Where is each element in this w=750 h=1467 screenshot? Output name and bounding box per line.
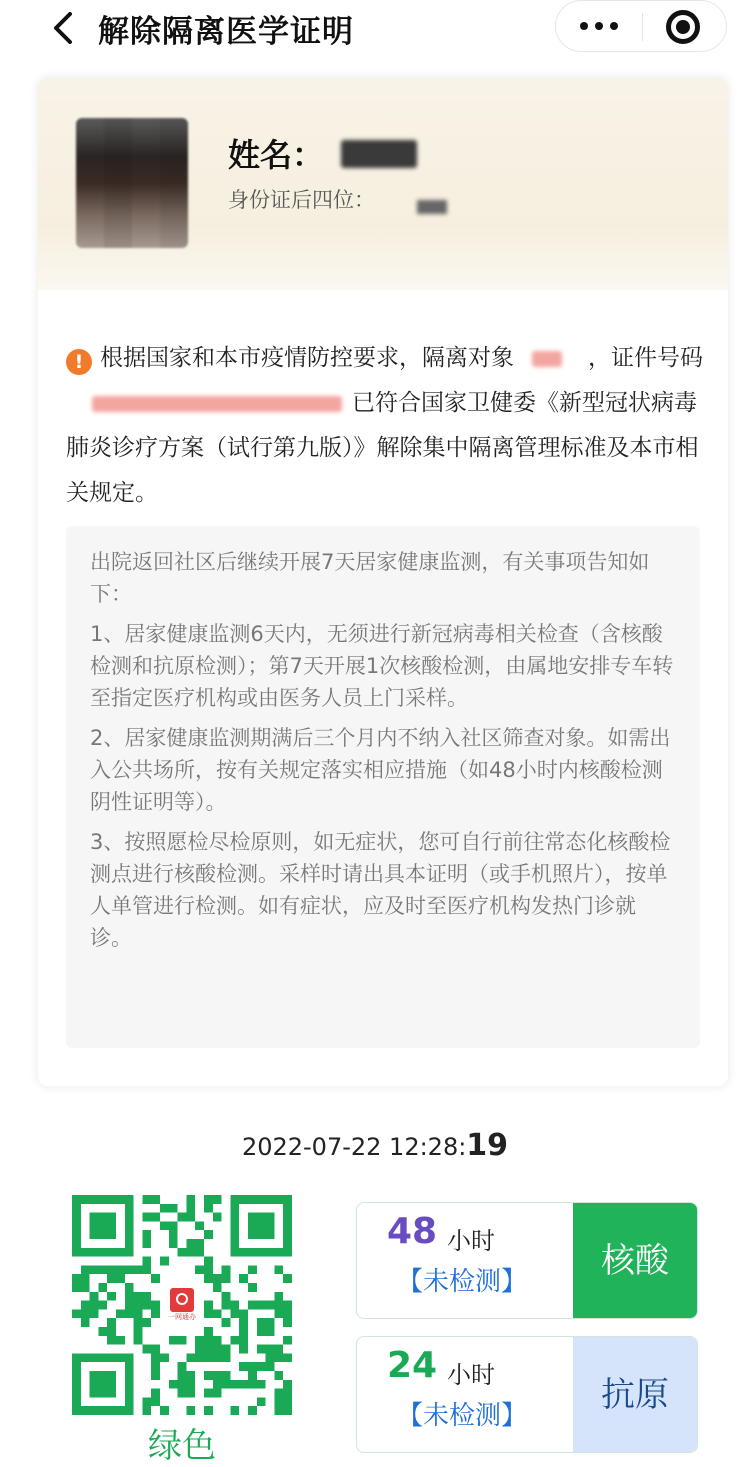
navigation-bar <box>0 0 750 72</box>
id-redacted <box>417 200 447 214</box>
miniprogram-capsule <box>555 0 727 52</box>
test-hours: 48 <box>387 1211 438 1252</box>
test-status: 【未检测】 <box>397 1401 528 1431</box>
notice-part2: ，证件号码 <box>588 345 703 371</box>
info-item-1: 1、居家健康监测6天内，无须进行新冠病毒相关检查（含核酸检测和抗原检测）；第7天开展1次核酸检测，由属地安排专车转至指定医疗机构或由医务人员上门采样。 <box>90 622 674 710</box>
test-hours-unit: 小时 <box>447 1227 495 1255</box>
antigen-test-card[interactable] <box>356 1336 698 1453</box>
qr-status-label: 绿色 <box>148 1426 216 1466</box>
close-icon-dot <box>676 20 690 34</box>
test-hours-unit: 小时 <box>447 1361 495 1389</box>
certificate-card <box>38 78 728 1086</box>
test-type-label: 核酸 <box>573 1203 697 1319</box>
profile-header <box>38 78 728 290</box>
timestamp-seconds: 19 <box>466 1128 509 1163</box>
notice-part1: 根据国家和本市疫情防控要求，隔离对象 <box>100 345 514 371</box>
id-last-four-label: 身份证后四位： <box>228 188 375 212</box>
timestamp-main: 2022-07-22 12:28: <box>241 1133 467 1161</box>
id-number-redacted <box>92 396 342 412</box>
notice-part3: 已符合国家卫健委《新型冠状病毒肺炎诊疗方案（试行第九版）》解除集中隔离管理标准及本市相关规定。 <box>66 390 699 506</box>
health-monitoring-info <box>66 526 700 1048</box>
nucleic-acid-test-card[interactable] <box>356 1202 698 1319</box>
info-intro: 出院返回社区后继续开展7天居家健康监测，有关事项告知如下： <box>90 550 650 606</box>
health-qr-code[interactable] <box>72 1195 292 1415</box>
test-hours: 24 <box>387 1345 438 1386</box>
test-status: 【未检测】 <box>397 1267 528 1297</box>
name-label: 姓名： <box>228 136 325 174</box>
qr-logo-text: 一网通办 <box>168 1313 196 1321</box>
more-dot <box>610 22 618 30</box>
shanghai-logo-icon <box>170 1288 194 1312</box>
notice-text <box>66 336 706 516</box>
qr-logo <box>166 1285 198 1323</box>
subject-redacted <box>532 351 562 367</box>
test-type-label: 抗原 <box>573 1337 697 1453</box>
more-dot <box>595 22 603 30</box>
live-timestamp <box>0 1128 750 1163</box>
avatar <box>76 118 188 248</box>
warning-icon: ! <box>66 349 92 375</box>
info-item-2: 2、居家健康监测期满后三个月内不纳入社区筛查对象。如需出入公共场所，按有关规定落实相应措施（如48小时内核酸检测阴性证明等）。 <box>90 726 671 814</box>
more-dots-icon <box>580 22 588 30</box>
name-redacted <box>341 140 417 168</box>
back-button[interactable] <box>44 8 84 48</box>
info-item-3: 3、按照愿检尽检原则，如无症状，您可自行前往常态化核酸检测点进行核酸检测。采样时请出具本证明（或手机照片），按单人单管进行检测。如有症状，应及时至医疗机构发热门诊就诊。 <box>90 830 671 950</box>
page-title: 解除隔离医学证明 <box>98 14 354 50</box>
chevron-left-icon <box>44 8 84 48</box>
close-miniprogram-button[interactable] <box>642 1 728 53</box>
more-button[interactable] <box>556 1 642 53</box>
